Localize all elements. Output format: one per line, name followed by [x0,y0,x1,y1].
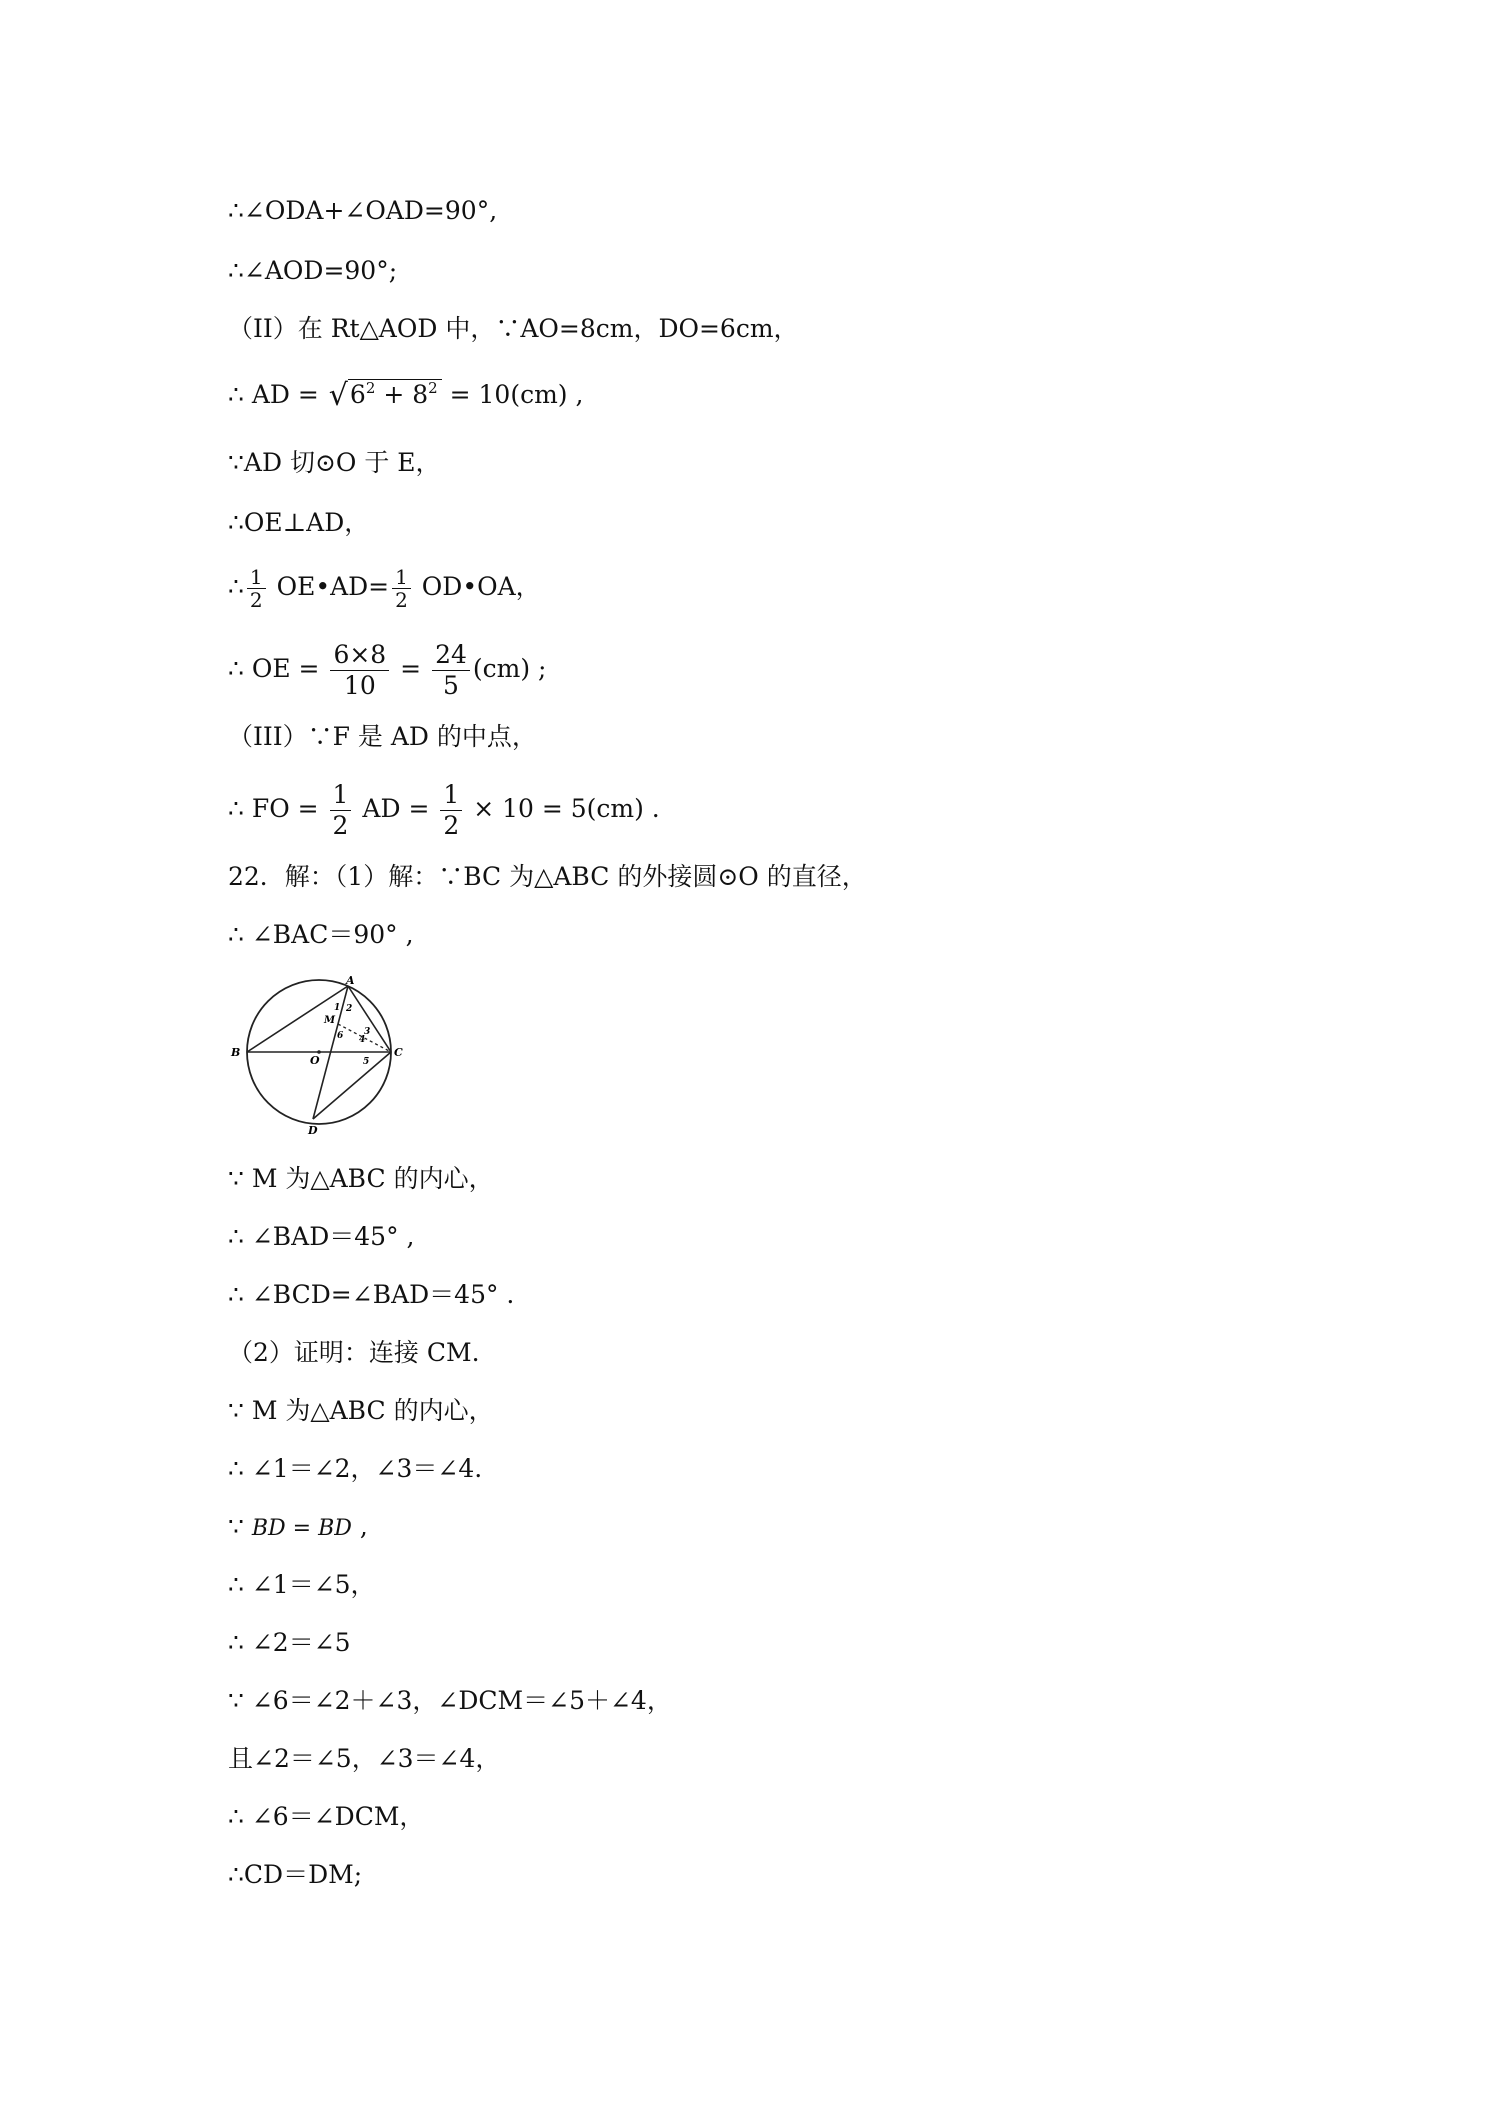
segment-dc [313,1052,391,1119]
line-20: ∴ ∠1＝∠5， [228,1570,376,1599]
equals: = [392,654,430,683]
numerator: 6×8 [330,640,389,671]
fraction-half-2 [392,566,411,611]
label-angle-3: 3 [364,1027,371,1037]
label-o: O [310,1054,320,1067]
line-24: ∴ ∠6＝∠DCM， [228,1802,425,1831]
label-b: B [231,1046,241,1059]
sqrt-body [348,379,442,410]
label-m: M [324,1015,336,1026]
line-1: ∴∠ODA+∠OAD=90°, [228,196,498,225]
line-8-pre: ∴ OE = [228,654,328,683]
fraction-half-1 [247,566,266,611]
line-7 [228,566,541,611]
denominator: 2 [395,588,408,612]
line-8 [228,640,546,701]
line-7-mid-2: OD•OA， [413,572,541,601]
sqrt-sign: √ [328,378,348,413]
denominator: 2 [443,811,460,840]
line-2: ∴∠AOD=90°; [228,256,398,285]
label-c: C [394,1046,403,1059]
exponent-2: 2 [428,379,438,397]
line-6: ∴OE⊥AD， [228,508,370,537]
denominator: 2 [249,588,263,612]
label-angle-5: 5 [363,1057,370,1067]
denominator: 2 [332,811,349,840]
arc-equality: BD = BD [251,1516,352,1541]
line-19-post: , [351,1512,368,1541]
fraction-oe [330,640,389,701]
fraction-result [432,640,470,701]
line-12: ∴ ∠BAC＝90° , [228,920,414,949]
numerator: 1 [440,780,462,811]
line-15: ∴ ∠BCD=∠BAD＝45° . [228,1280,515,1309]
line-18: ∴ ∠1＝∠2，∠3＝∠4. [228,1454,483,1483]
sqrt-term-2: + 8 [375,380,429,409]
label-angle-2: 2 [346,1004,353,1014]
line-10-post: × 10 = 5(cm) . [465,794,660,823]
line-8-post: (cm) ; [472,654,547,683]
label-angle-1: 1 [334,1003,341,1013]
numerator: 1 [247,566,266,589]
line-19 [228,1510,368,1546]
line-19-pre: ∵ [228,1512,252,1541]
exponent-1: 2 [365,379,376,397]
line-11: 22．解：（1）解：∵BC 为△ABC 的外接圆⊙O 的直径， [228,862,867,891]
line-21: ∴ ∠2＝∠5 [228,1628,351,1657]
line-7-mid-1: OE•AD= [268,572,390,601]
numerator: 1 [330,780,352,811]
line-23: 且∠2＝∠5，∠3＝∠4， [228,1744,501,1773]
label-d: D [308,1124,318,1137]
line-4 [228,378,583,413]
line-14: ∴ ∠BAD＝45° , [228,1222,415,1251]
fraction-half-b [440,780,462,841]
numerator: 24 [432,640,470,671]
label-a: A [346,976,355,987]
fraction-half-a [330,780,352,841]
circle-geometry-figure [228,976,418,1148]
numerator: 1 [392,566,411,589]
line-10 [228,780,660,841]
line-10-pre: ∴ FO = [228,794,327,823]
denominator: 10 [343,671,376,700]
line-9: （III）∵F 是 AD 的中点， [228,722,537,751]
label-angle-4: 4 [359,1035,366,1045]
line-4-pre: ∴ AD = [228,380,327,409]
line-3: （II）在 Rt△AOD 中，∵AO=8cm，DO=6cm， [228,314,799,343]
line-5: ∵AD 切⊙O 于 E， [228,448,441,477]
line-25: ∴CD＝DM; [228,1860,363,1889]
line-7-pre: ∴ [228,572,244,601]
line-17: ∵ M 为△ABC 的内心， [228,1396,494,1425]
line-4-post: = 10(cm) , [441,380,584,409]
line-10-mid: AD = [354,794,438,823]
denominator: 5 [443,671,459,700]
line-13: ∵ M 为△ABC 的内心， [228,1164,494,1193]
sqrt-term-1: 6 [349,380,366,409]
segment-ac [348,986,391,1052]
label-angle-6: 6 [337,1031,344,1041]
line-16: （2）证明：连接 CM. [228,1338,480,1367]
line-22: ∵ ∠6＝∠2＋∠3，∠DCM＝∠5＋∠4， [228,1686,672,1715]
